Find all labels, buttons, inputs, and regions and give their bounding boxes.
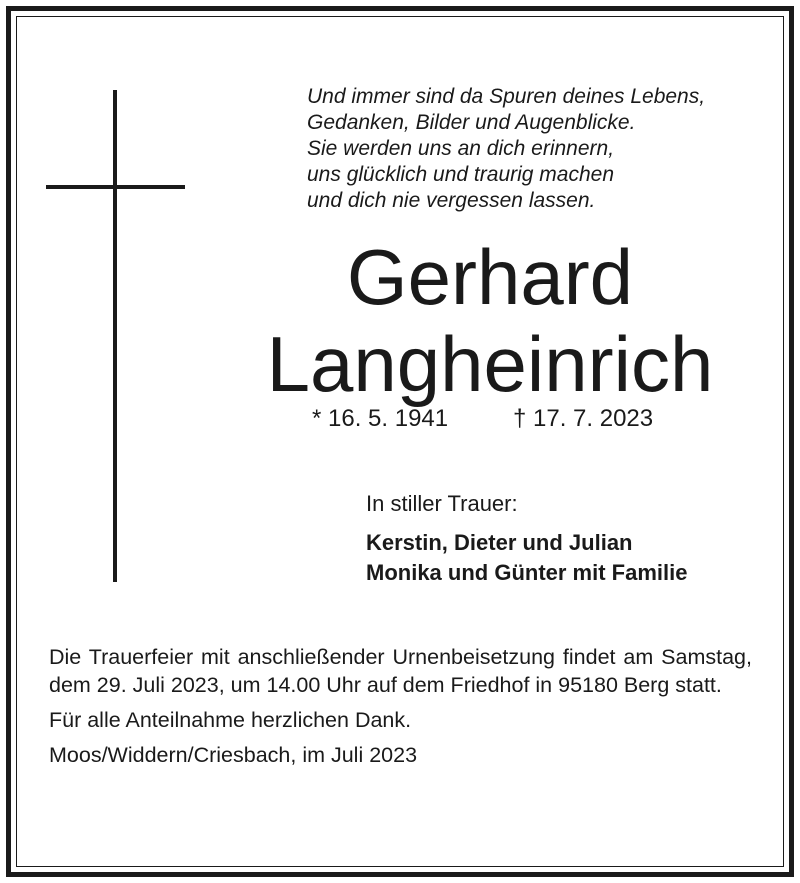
ceremony-text: Die Trauerfeier mit anschließender Urnenbeisetzung findet am Samstag, dem 29. Juli 2023, um 14.00 Uhr auf dem Friedhof in 95180 Berg statt.	[49, 645, 752, 697]
place-date-text: Moos/Widdern/Criesbach, im Juli 2023	[49, 743, 418, 767]
thanks-text: Für alle Anteilnahme herzlichen Dank.	[49, 708, 412, 732]
poem-line: uns glücklich und traurig machen	[307, 163, 615, 186]
mourner-names: Kerstin, Dieter und Julian	[366, 530, 633, 555]
deceased-last-name: Langheinrich	[266, 320, 714, 408]
poem-line: Und immer sind da Spuren deines Lebens,	[307, 85, 706, 108]
birth-date: * 16. 5. 1941	[312, 405, 449, 432]
poem-line: Sie werden uns an dich erinnern,	[307, 137, 615, 160]
mourner-list	[366, 528, 687, 588]
mourning-intro: In stiller Trauer:	[366, 491, 518, 516]
poem-line: und dich nie vergessen lassen.	[307, 189, 596, 212]
cross-vertical-bar	[113, 90, 117, 582]
death-date: † 17. 7. 2023	[513, 405, 654, 432]
cross-horizontal-bar	[46, 185, 185, 189]
poem	[307, 84, 777, 214]
poem-line: Gedanken, Bilder und Augenblicke.	[307, 111, 636, 134]
deceased-first-name: Gerhard	[346, 233, 634, 321]
mourner-names: Monika und Günter mit Familie	[366, 560, 688, 585]
funeral-details	[49, 643, 752, 769]
